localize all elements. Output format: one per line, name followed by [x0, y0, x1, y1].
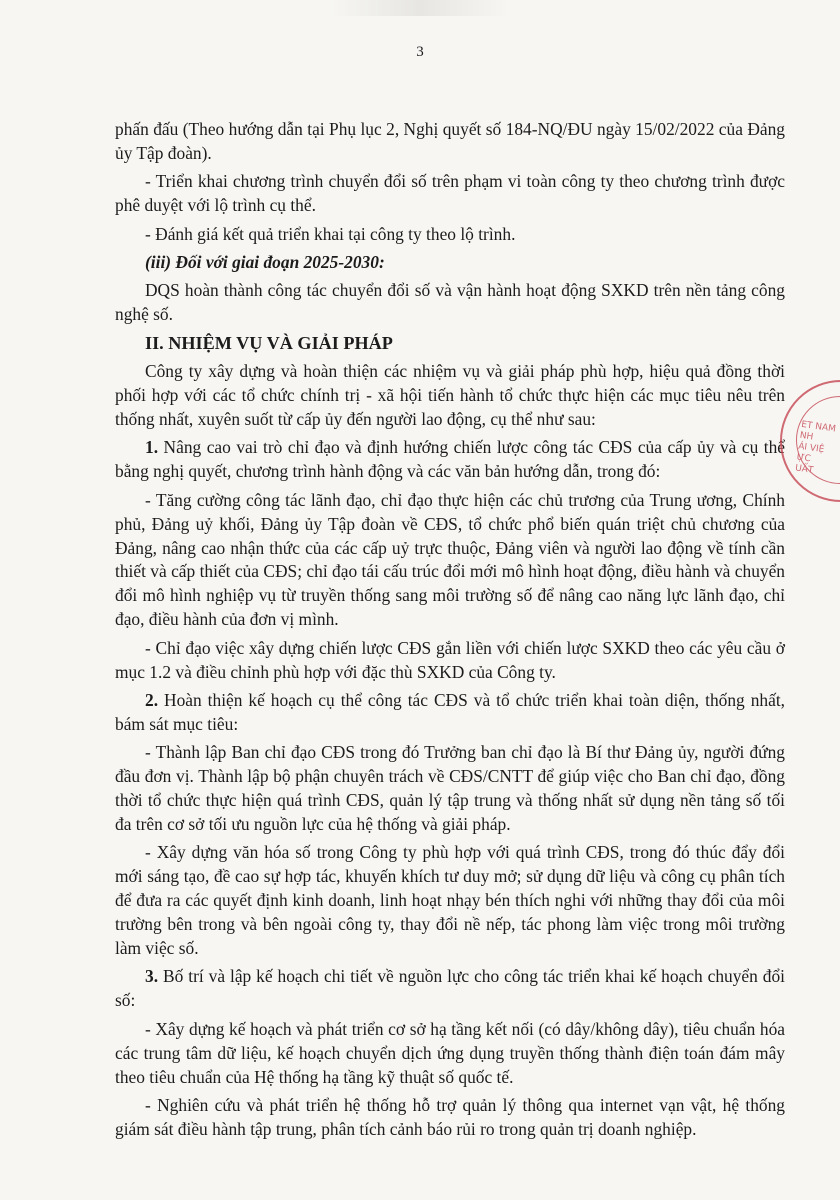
paragraph-continuation: phấn đấu (Theo hướng dẫn tại Phụ lục 2, Nghị quyết số 184-NQ/ĐU ngày 15/02/2022 của Đảng ủy Tập đoàn). — [115, 119, 785, 163]
bullet-strategy: - Chỉ đạo việc xây dựng chiến lược CĐS gắn liền với chiến lược SXKD theo các yêu cầu ở mục 1.2 và điều chỉnh phù hợp với đặc thù SXKD của Công ty. — [115, 637, 785, 682]
scan-smudge — [330, 0, 510, 16]
item-2-text: Hoàn thiện kế hoạch cụ thể công tác CĐS và tổ chức triển khai toàn diện, thống nhất, bám sát mục tiêu: — [115, 689, 785, 734]
stamp-text: ET NAM NH ÁI VIỆ ỰC UẤT — [794, 419, 837, 476]
bullet-digital-culture: - Xây dựng văn hóa số trong Công ty phù hợp với quá trình CĐS, trong đó thúc đẩy đổi mới sáng tạo, đề cao sự hợp tác, khuyến khích tư duy mở; sử dụng dữ liệu và công cụ phân tích để đưa ra các quyết định kinh doanh, linh hoạt nhạy bén thích nghi với những thay đổi của môi trường bên trong và bên ngoài công ty, thay đổi nề nếp, tác phong làm việc trong môi trường làm việc số. — [115, 842, 785, 958]
item-1-text: Nâng cao vai trò chỉ đạo và định hướng chiến lược công tác CĐS của cấp ủy và cụ thể bằng nghị quyết, chương trình hành động và các văn bản hướng dẫn, trong đó: — [115, 437, 785, 482]
bullet-infrastructure: - Xây dựng kế hoạch và phát triển cơ sở hạ tầng kết nối (có dây/không dây), tiêu chuẩn hóa các trung tâm dữ liệu, kế hoạch chuyển dịch ứng dụng truyền thống thành điện toán đám mây theo tiêu chuẩn của Hệ thống hạ tầng kỹ thuật số quốc tế. — [115, 1018, 785, 1087]
bullet-evaluate-results: - Đánh giá kết quả triển khai tại công ty theo lộ trình. — [145, 223, 516, 244]
item-3-text: Bố trí và lập kế hoạch chi tiết về nguồn lực cho công tác triển khai kế hoạch chuyển đổi số: — [115, 966, 785, 1011]
item-3 — [115, 965, 785, 1013]
document-body — [115, 118, 785, 1146]
bullet-steering-committee: - Thành lập Ban chỉ đạo CĐS trong đó Trưởng ban chỉ đạo là Bí thư Đảng ủy, người đứng đầu đơn vị. Thành lập bộ phận chuyên trách về CĐS/CNTT để giúp việc cho Ban chỉ đạo, đồng thời tổ chức thực hiện quá trình CĐS, quản lý tập trung và thống nhất sử dụng nền tảng số tối đa trên cơ sở tối ưu nguồn lực của hệ thống và giải pháp. — [115, 742, 785, 834]
item-number-3: 3. — [145, 966, 159, 987]
bullet-leadership: - Tăng cường công tác lãnh đạo, chỉ đạo thực hiện các chủ trương của Trung ương, Chính phủ, Đảng uỷ khối, Đảng ủy Tập đoàn về CĐS, tổ chức phổ biến quán triệt chủ chương của Đảng, nâng cao nhận thức của các cấp uỷ trực thuộc, Đảng viên và người lao động về tính cần thiết và cấp thiết của CĐS; chỉ đạo tái cấu trúc đổi mới mô hình hoạt động, điều hành và chuyển đổi mô hình nghiệp vụ từ truyền thống sang môi trường số để nâng cao năng lực lãnh đạo, chỉ đạo, điều hành của đơn vị mình. — [115, 489, 785, 630]
red-seal-stamp — [780, 380, 840, 502]
section-heading-tasks-solutions: II. NHIỆM VỤ VÀ GIẢI PHÁP — [145, 332, 393, 353]
bullet-deploy-program: - Triển khai chương trình chuyển đổi số trên phạm vi toàn công ty theo chương trình được phê duyệt với lộ trình cụ thể. — [115, 171, 785, 216]
paragraph-dqs-goal: DQS hoàn thành công tác chuyển đổi số và vận hành hoạt động SXKD trên nền tảng công nghệ số. — [115, 280, 785, 325]
paragraph-section-intro: Công ty xây dựng và hoàn thiện các nhiệm vụ và giải pháp phù hợp, hiệu quả đồng thời phối hợp với các tổ chức chính trị - xã hội tiến hành tổ chức thực hiện các mục tiêu nêu trên thống nhất, xuyên suốt từ cấp ủy đến người lao động, cụ thể như sau: — [115, 361, 785, 429]
item-number-2: 2. — [145, 689, 159, 710]
item-2 — [115, 689, 785, 737]
item-1 — [115, 436, 785, 484]
page-number: 3 — [416, 44, 424, 60]
phase-heading-2025-2030: (iii) Đối với giai đoạn 2025-2030: — [145, 252, 385, 273]
item-number-1: 1. — [145, 437, 159, 458]
bullet-iot-research: - Nghiên cứu và phát triển hệ thống hỗ trợ quản lý thông qua internet vạn vật, hệ thống giám sát điều hành tập trung, phân tích cảnh báo rủi ro trong quản trị doanh nghiệp. — [115, 1094, 785, 1139]
